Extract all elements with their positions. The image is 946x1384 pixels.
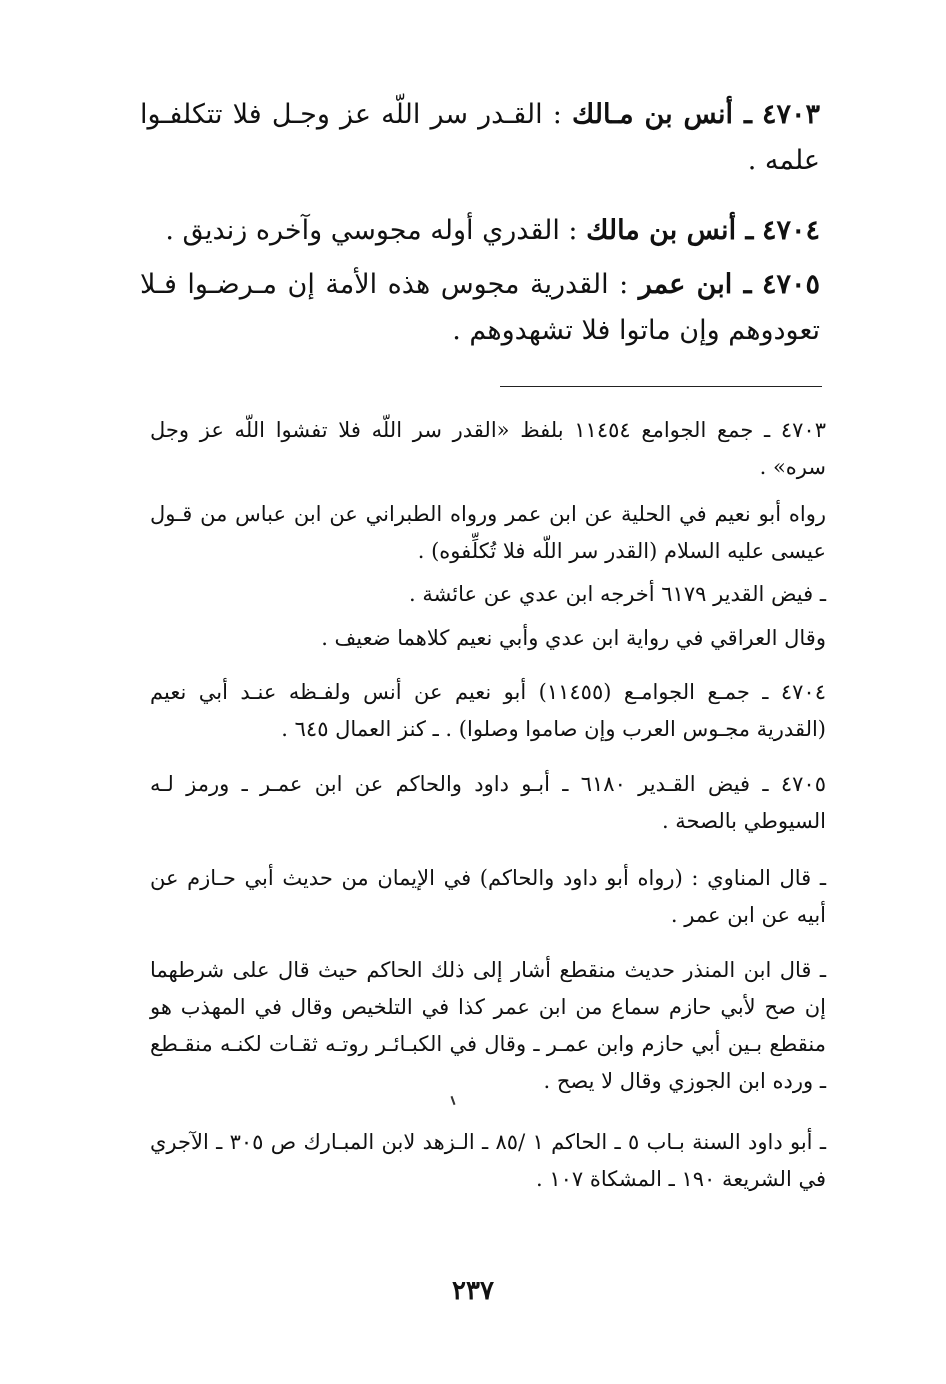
footnote-4703-hilya: رواه أبو نعيم في الحلية عن ابن عمر ورواه الطبراني عن ابن عباس من قـول عيسى عليه السلام (القدر سر اللّه فلا تُكلِّفوه) . xyxy=(150,502,826,563)
footnote-divider xyxy=(500,386,822,387)
hadith-number: ٤٧٠٤ xyxy=(761,215,820,246)
hadith-number: ٤٧٠٥ xyxy=(762,269,821,300)
hadith-text: القدري أوله مجوسي وآخره زنديق . xyxy=(165,215,560,246)
footnote-4703: ٤٧٠٣ ـ جمع الجوامع ١١٤٥٤ بلفظ «القدر سر اللّه فلا تفشوا اللّه عز وجل سره» . xyxy=(150,418,826,479)
footnote-4705-sources: ـ أبو داود السنة بـاب ٥ ـ الحاكم ١ /٨٥ ـ الـزهد لابن المبـارك ص ٣٠٥ ـ الآجري في الشريعة ١٩٠ ـ المشكاة ١٠٧ . xyxy=(150,1130,826,1191)
page-number: ٢٣٧ xyxy=(452,1276,494,1306)
hadith-narrator: أنس بن مـالك xyxy=(572,99,733,130)
hadith-narrator: ابن عمر xyxy=(638,269,733,300)
hadith-text: القـدر سر اللّه عز وجـل فلا تتكلفـوا علمه . xyxy=(140,99,820,176)
hadith-entry-4705: ٤٧٠٥ ـ ابن عمر : القدرية مجوس هذه الأمة إن مـرضـوا فـلا تعودوهم وإن ماتوا فلا تشهدوهم . xyxy=(140,269,821,346)
hadith-narrator: أنس بن مالك xyxy=(586,215,737,246)
footnote-4703-iraqi: وقال العراقي في رواية ابن عدي وأبي نعيم كلاهما ضعيف . xyxy=(321,626,826,650)
footnote-4705: ٤٧٠٥ ـ فيض القـدير ٦١٨٠ ـ أبـو داود والحاكم عن ابن عمـر ـ ورمز لـه السيوطي بالصحة . xyxy=(150,772,826,833)
footnote-4703-fayd: ـ فيض القدير ٦١٧٩ أخرجه ابن عدي عن عائشة . xyxy=(408,582,826,606)
hadith-entry-4703: ٤٧٠٣ ـ أنس بن مـالك : القـدر سر اللّه عز وجـل فلا تتكلفـوا علمه . xyxy=(140,99,821,176)
hadith-entry-4704: ٤٧٠٤ ـ أنس بن مالك : القدري أوله مجوسي وآخره زنديق . xyxy=(165,215,820,246)
hadith-text: القدرية مجوس هذه الأمة إن مـرضـوا فـلا تعودوهم وإن ماتوا فلا تشهدوهم . xyxy=(140,269,820,346)
hadith-number: ٤٧٠٣ xyxy=(762,99,821,130)
footnote-4705-mundhir: ـ قال ابن المنذر حديث منقطع أشار إلى ذلك الحاكم حيث قال على شرطهما إن صح لأبي حازم سماع من ابن عمر كذا في التلخيص وقال في المهذب هو منقطع بـين أبي حازم وابن عمـر ـ وقال في الكبـائـر روتـه ثقـات لكنـه منقـطع ـ ورده ابن الجوزي وقال لا يصح . xyxy=(150,958,827,1093)
footnote-4705-munawi: ـ قال المناوي : (رواه أبو داود والحاكم) في الإيمان من حديث أبي حـازم عن أبيه عن ابن عمر . xyxy=(150,866,826,927)
footnote-4704: ٤٧٠٤ ـ جمـع الجوامـع (١١٤٥٥) أبو نعيم عن أنس ولفـظه عنـد أبي نعيم (القدرية مجـوس العرب وإن صاموا وصلوا) . ـ كنز العمال ٦٤٥ . xyxy=(150,680,826,741)
